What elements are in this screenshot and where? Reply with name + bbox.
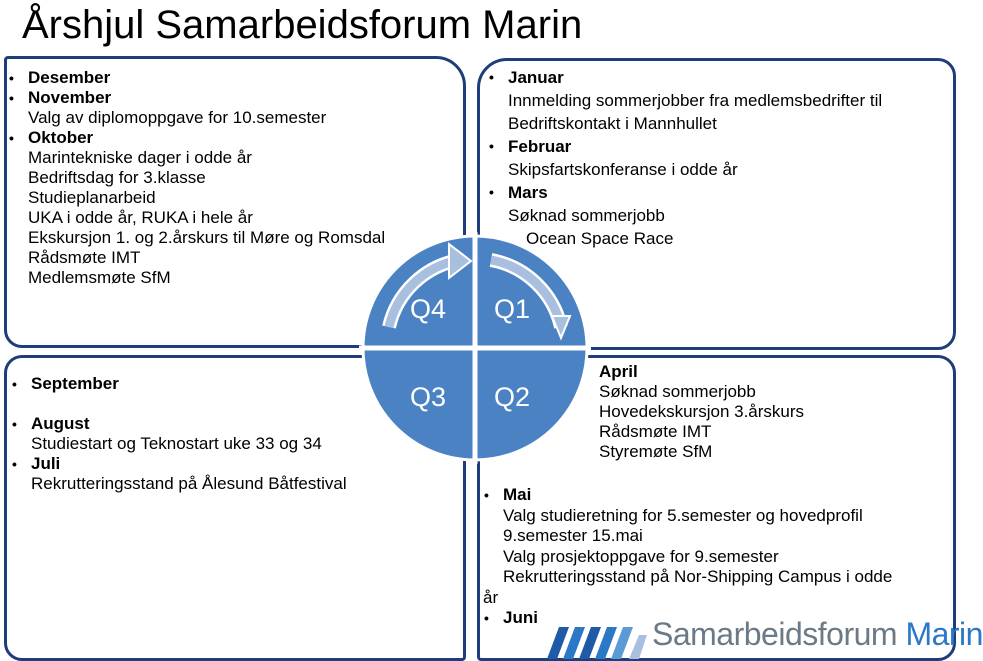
quarter-label-q2: Q2	[494, 382, 531, 412]
month-mai: • Mai	[503, 485, 892, 506]
list-item: Rådsmøte IMT	[599, 422, 712, 441]
list-item: Rekrutteringsstand på Ålesund Båtfestival	[31, 474, 347, 493]
month-november: • November	[28, 88, 385, 108]
logo-wordmark	[652, 616, 983, 653]
list-item: Rådsmøte IMT	[28, 248, 141, 267]
list-item: Søknad sommerjobb	[599, 382, 756, 401]
list-item: Styremøte SfM	[599, 442, 713, 461]
month-august: • August	[31, 414, 347, 434]
list-item: Studieplanarbeid	[28, 188, 156, 207]
list-item: UKA i odde år, RUKA i hele år	[28, 208, 253, 227]
month-juli: • Juli	[31, 454, 347, 474]
q3-list	[31, 374, 347, 494]
list-item: Marintekniske dager i odde år	[28, 148, 252, 167]
list-item: Valg av diplomoppgave for 10.semester	[28, 108, 327, 127]
list-item-wrap: år	[483, 587, 499, 607]
list-item: Ekskursjon 1. og 2.årskurs til Møre og Romsdal	[28, 228, 386, 247]
list-item: Valg prosjektoppgave for 9.semester	[503, 546, 779, 566]
list-item: 9.semester 15.mai	[503, 526, 643, 545]
month-januar: • Januar	[508, 66, 882, 89]
spacer	[31, 394, 347, 414]
list-item: Studiestart og Teknostart uke 33 og 34	[31, 434, 322, 453]
quarter-wheel	[359, 232, 591, 464]
list-item: Rekrutteringsstand på Nor-Shipping Campus i odde	[503, 567, 893, 586]
quarter-label-q4: Q4	[410, 294, 447, 324]
list-item: Bedriftsdag for 3.klasse	[28, 168, 206, 187]
month-oktober: • Oktober	[28, 128, 385, 148]
month-februar: • Februar	[508, 135, 882, 158]
page-title: Årshjul Samarbeidsforum Marin	[22, 3, 583, 47]
logo-text-b: Marin	[905, 616, 983, 652]
list-item: Ocean Space Race	[526, 229, 674, 248]
month-september: • September	[31, 374, 347, 394]
list-item: Valg studieretning for 5.semester og hovedprofil	[503, 505, 863, 525]
list-item: Hovedekskursjon 3.årskurs	[599, 402, 805, 421]
q4-list	[28, 68, 385, 288]
q2-april-list	[599, 362, 804, 462]
month-april: • April	[599, 362, 804, 382]
list-item: Innmelding sommerjobber fra medlemsbedrifter til	[508, 91, 883, 110]
quarter-label-q3: Q3	[410, 382, 447, 412]
quarter-label-q1: Q1	[494, 294, 531, 324]
list-item: Medlemsmøte SfM	[28, 268, 171, 287]
month-juni: • Juni	[503, 608, 892, 629]
list-item: Søknad sommerjobb	[508, 206, 665, 225]
list-item: Skipsfartskonferanse i odde år	[508, 160, 738, 179]
logo-text-a: Samarbeidsforum	[652, 616, 906, 652]
q1-list	[508, 66, 882, 250]
list-item: Bedriftskontakt i Mannhullet	[508, 114, 717, 133]
month-desember: • Desember	[28, 68, 385, 88]
month-mars: • Mars	[508, 181, 882, 204]
q2-mai-list	[483, 485, 893, 629]
